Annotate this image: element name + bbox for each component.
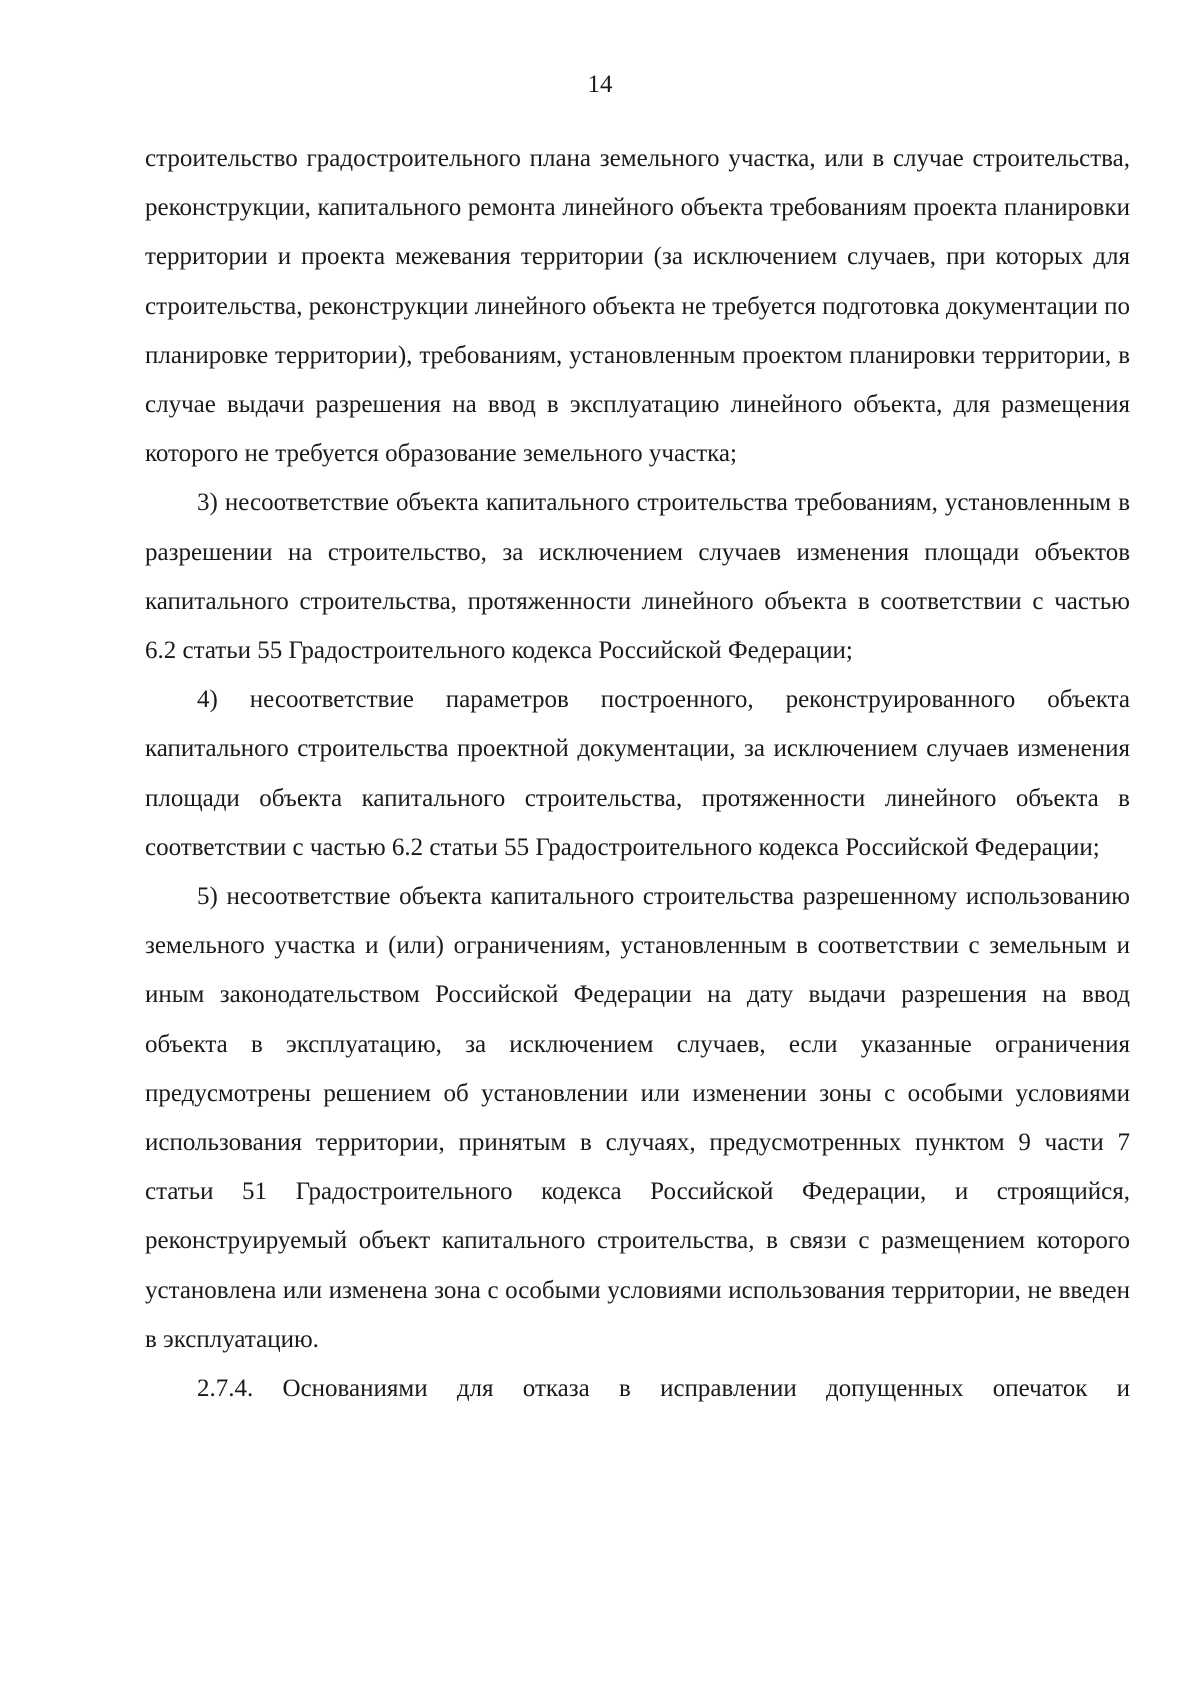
list-item-3: 3) несоответствие объекта капитального строительства требованиям, установленным в разрешении на строительство, за исключением случаев изменения площади объектов капитального строительства, протяженности линейного объекта в соответствии с частью 6.2 статьи 55 Градостроительного кодекса Российской Федерации; <box>145 489 1130 665</box>
section-2-7-4: 2.7.4. Основаниями для отказа в исправлении допущенных опечаток и <box>197 1375 1130 1403</box>
list-item-4: 4) несоответствие параметров построенного, реконструированного объекта капитального строительства проектной документации, за исключением случаев изменения площади объекта капитального строительства, протяженности линейного объекта в соответствии с частью 6.2 статьи 55 Градостроительного кодекса Российской Федерации; <box>145 686 1130 861</box>
list-item-5: 5) несоответствие объекта капитального строительства разрешенному использованию земельного участка и (или) ограничениям, установленным в соответствии с земельным и иным законодательством Российской Федерации на дату выдачи разрешения на ввод объекта в эксплуатацию, за исключением случаев, если указанные ограничения предусмотрены решением об установлении или изменении зоны с особыми условиями использования территории, принятым в случаях, предусмотренных пунктом 9 части 7 статьи 51 Градостроительного кодекса Российской Федерации, и строящийся, реконструируемый объект капитального строительства, в связи с размещением которого установлена или изменена зона с особыми условиями использования территории, не введен в эксплуатацию. <box>145 883 1130 1353</box>
document-body <box>145 134 1130 1413</box>
page-number: 14 <box>587 71 613 98</box>
paragraph-continuation: строительство градостроительного плана земельного участка, или в случае строительства, реконструкции, капитального ремонта линейного объекта требованиям проекта планировки территории и проекта межевания территории (за исключением случаев, при которых для строительства, реконструкции линейного объекта не требуется подготовка документации по планировке территории), требованиям, установленным проектом планировки территории, в случае выдачи разрешения на ввод в эксплуатацию линейного объекта, для размещения которого не требуется образование земельного участка; <box>145 145 1130 468</box>
